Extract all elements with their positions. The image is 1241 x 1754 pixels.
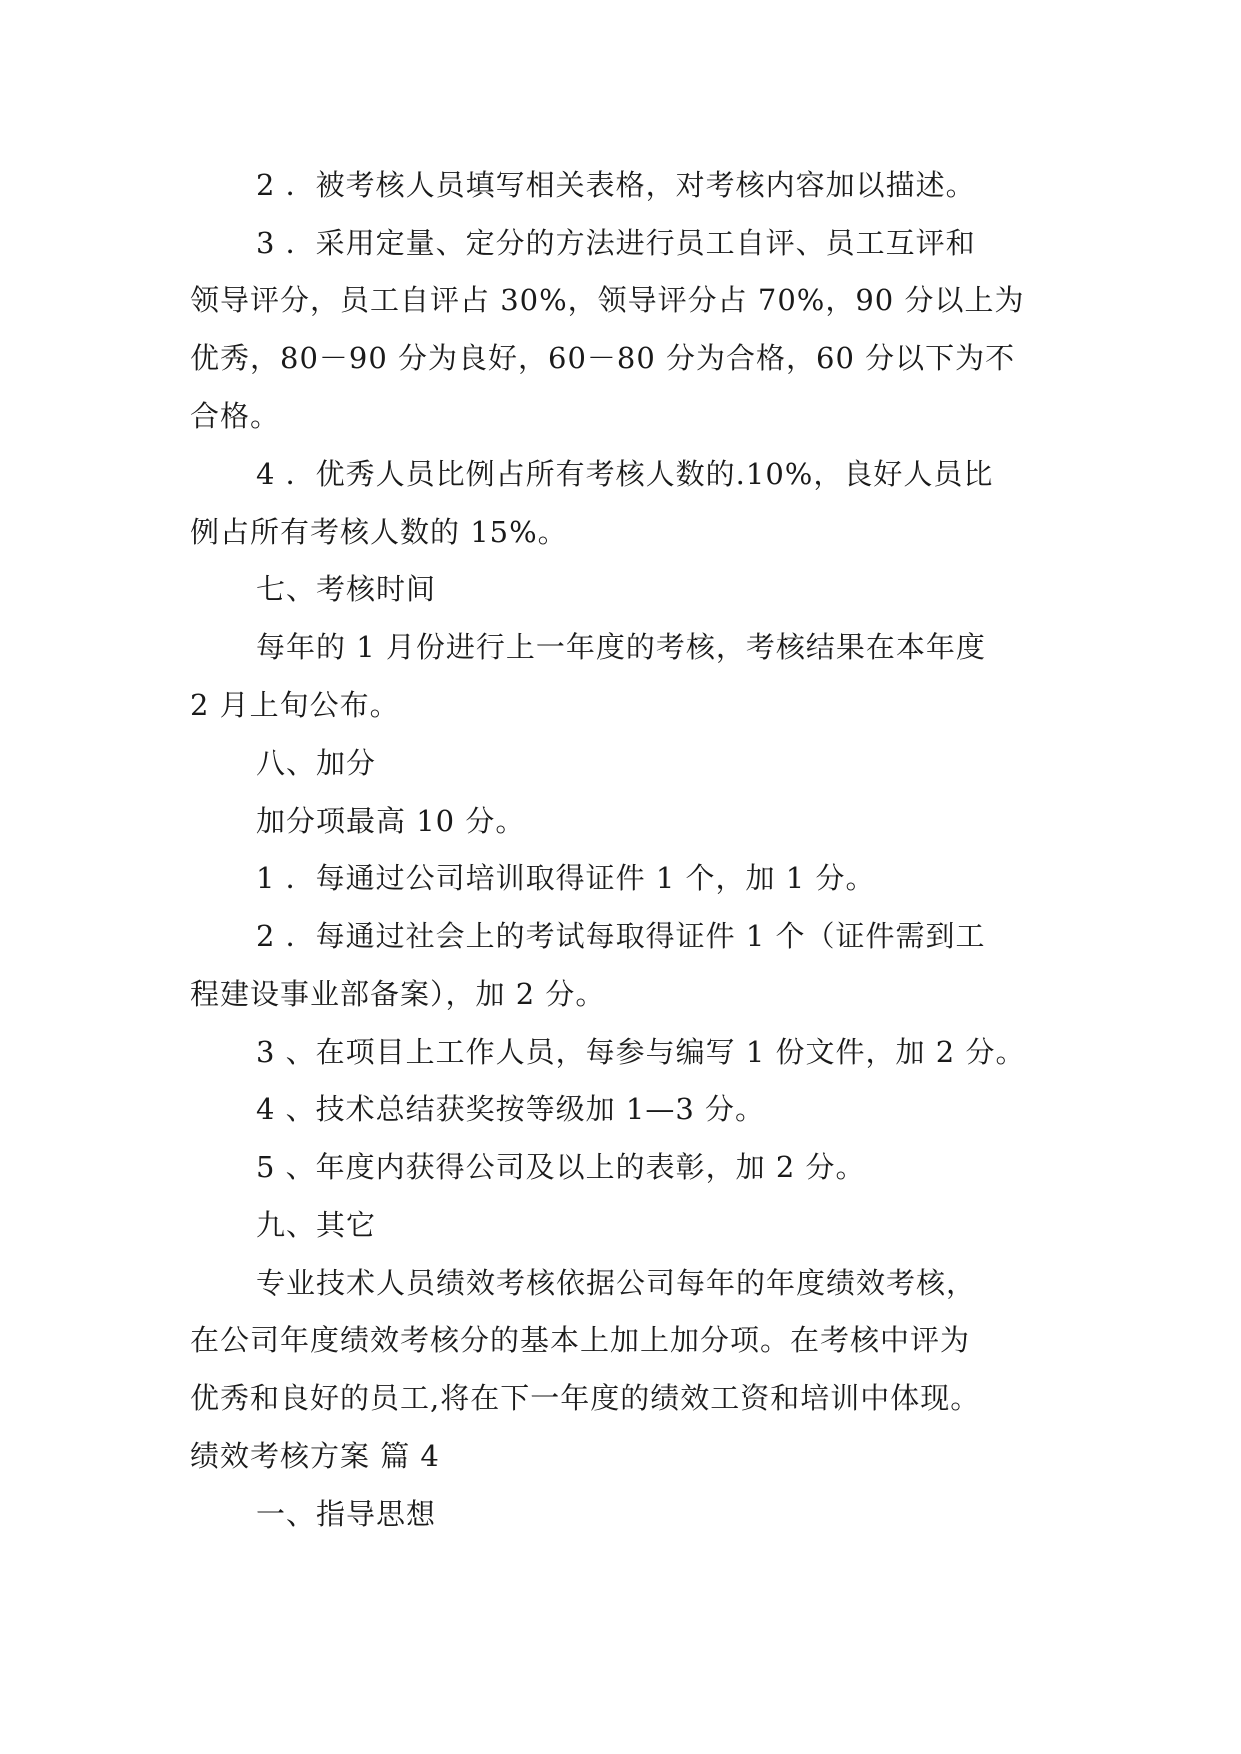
paragraph-line: 领导评分，员工自评占 30%，领导评分占 70%，90 分以上为	[190, 283, 1025, 317]
paragraph-line: 优秀和良好的员工,将在下一年度的绩效工资和培训中体现。	[190, 1381, 981, 1415]
paragraph-line: 3 、在项目上工作人员，每参与编写 1 份文件，加 2 分。	[256, 1035, 1026, 1069]
paragraph-line: 3 ．采用定量、定分的方法进行员工自评、员工互评和	[256, 226, 976, 260]
paragraph-line: 合格。	[190, 399, 281, 433]
paragraph-line: 例占所有考核人数的 15%。	[190, 515, 568, 549]
paragraph-line: 5 、年度内获得公司及以上的表彰，加 2 分。	[256, 1150, 866, 1184]
paragraph-line: 1 ．每通过公司培训取得证件 1 个，加 1 分。	[256, 861, 876, 895]
paragraph-line: 加分项最高 10 分。	[256, 804, 526, 838]
section-heading: 一、指导思想	[256, 1497, 437, 1531]
document-title: 绩效考核方案 篇 4	[190, 1439, 440, 1473]
section-heading: 八、加分	[256, 746, 377, 780]
paragraph-line: 专业技术人员绩效考核依据公司每年的年度绩效考核，	[256, 1266, 977, 1300]
section-heading: 七、考核时间	[256, 572, 437, 606]
paragraph-line: 2 月上旬公布。	[190, 688, 400, 722]
paragraph-line: 2 ．每通过社会上的考试每取得证件 1 个（证件需到工	[256, 919, 986, 953]
paragraph-line: 优秀，80－90 分为良好，60－80 分为合格，60 分以下为不	[190, 341, 1016, 375]
paragraph-line: 4 ．优秀人员比例占所有考核人数的.10%，良好人员比	[256, 457, 994, 491]
paragraph-line: 4 、技术总结获奖按等级加 1—3 分。	[256, 1092, 766, 1126]
section-heading: 九、其它	[256, 1208, 377, 1242]
paragraph-line: 程建设事业部备案），加 2 分。	[190, 977, 606, 1011]
paragraph-line: 在公司年度绩效考核分的基本上加上加分项。在考核中评为	[190, 1323, 971, 1357]
paragraph-line: 2 ．被考核人员填写相关表格，对考核内容加以描述。	[256, 168, 976, 202]
paragraph-line: 每年的 1 月份进行上一年度的考核，考核结果在本年度	[256, 630, 986, 664]
